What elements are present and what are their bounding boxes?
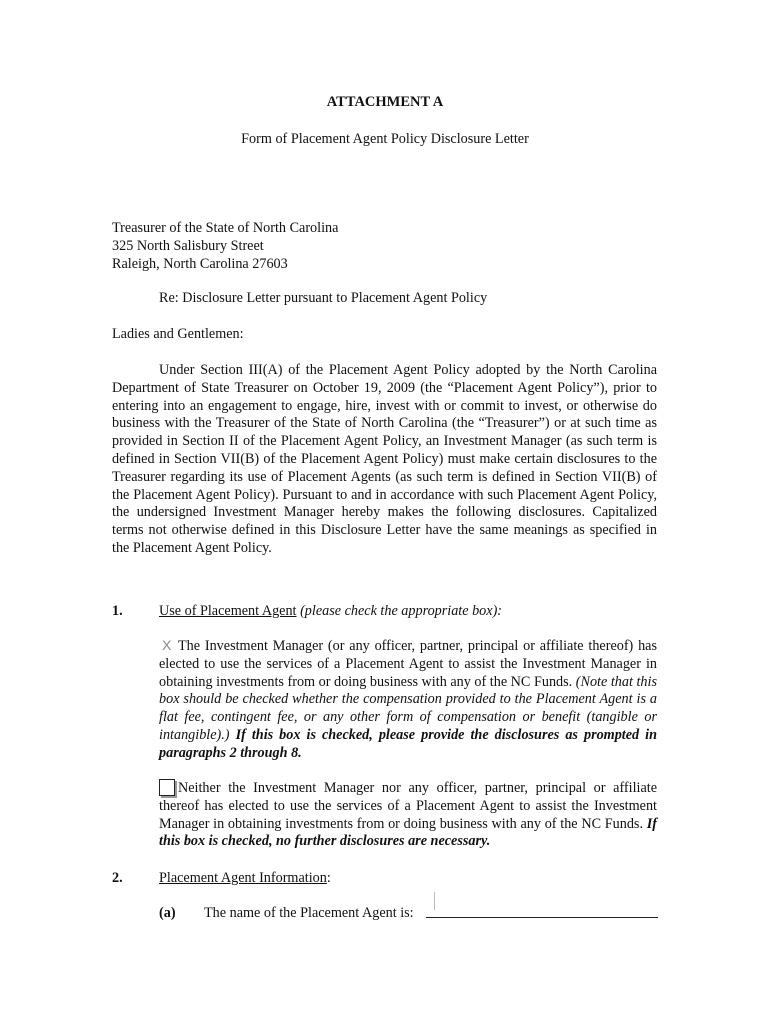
section-1-number: 1. (112, 603, 123, 619)
page-title: ATTACHMENT A (326, 94, 444, 110)
section-1-heading (159, 603, 502, 620)
section-2-heading-text: Placement Agent Information (159, 870, 327, 886)
placement-agent-name-field[interactable] (426, 917, 658, 918)
option-use-placement-agent (159, 637, 657, 763)
subsection-a-text: The name of the Placement Agent is: (204, 905, 414, 921)
re-line: Re: Disclosure Letter pursuant to Placement Agent Policy (159, 290, 488, 306)
option-b-text: Neither the Investment Manager nor any officer, partner, principal or affiliate thereof has elected to use the services of a Placement Agent to assist the Investment Manager in obtaining investments from or doing business with any of the NC Funds. (159, 780, 657, 832)
option-b-checkbox[interactable] (159, 779, 175, 796)
section-1-heading-text: Use of Placement Agent (159, 603, 297, 619)
section-2-heading (159, 870, 331, 887)
intro-paragraph: Under Section III(A) of the Placement Agent Policy adopted by the North Carolina Department of State Treasurer on October 19, 2009 (the “Placement Agent Policy”), prior to entering into an engagement to engage, hire, invest with or commit to invest, or otherwise do business with the Treasurer of the State of North Carolina (the “Treasurer”) or at such time as provided in Section II of the Placement Agent Policy, an Investment Manager (as such term is defined in Section VII(B) of the Placement Agent Policy) must make certain disclosures to the Treasurer regarding its use of Placement Agents (as such term is defined in Section VII(B) of the Placement Agent Policy). Pursuant to and in accordance with such Placement Agent Policy, the undersigned Investment Manager hereby makes the following disclosures. Capitalized terms not otherwise defined in this Disclosure Letter have the same meanings as specified in the Placement Agent Policy. (112, 362, 657, 556)
option-a-instruction: If this box is checked, please provide the disclosures as prompted in paragraphs 2 through 8. (159, 726, 658, 761)
section-1-heading-note: (please check the appropriate box): (296, 603, 503, 619)
address-line-2: 325 North Salisbury Street (112, 238, 264, 254)
text-cursor-mark (434, 892, 435, 910)
address-line-1: Treasurer of the State of North Carolina (112, 220, 339, 236)
salutation: Ladies and Gentlemen: (112, 326, 244, 342)
option-a-text: The Investment Manager (or any officer, partner, principal or affiliate thereof) has elected to use the services of a Placement Agent to assist the Investment Manager in obtaining investments from or doing business with any of the NC Funds. (159, 638, 657, 690)
section-2-number: 2. (112, 870, 123, 886)
option-no-placement-agent (159, 779, 657, 851)
option-b-instruction: If this box is checked, no further disclosures are necessary. (159, 815, 657, 850)
address-line-3: Raleigh, North Carolina 27603 (112, 256, 288, 272)
option-a-note: (Note that this box should be checked whether the compensation provided to the Placement Agent is a flat fee, contingent fee, or any other form of compensation or benefit (tangible or intangible).) (159, 673, 657, 743)
option-a-checkbox-checked[interactable]: X (162, 637, 172, 653)
subsection-a-label: (a) (159, 905, 176, 921)
page-subtitle: Form of Placement Agent Policy Disclosure Letter (241, 131, 529, 147)
section-2-heading-colon: : (326, 870, 331, 886)
